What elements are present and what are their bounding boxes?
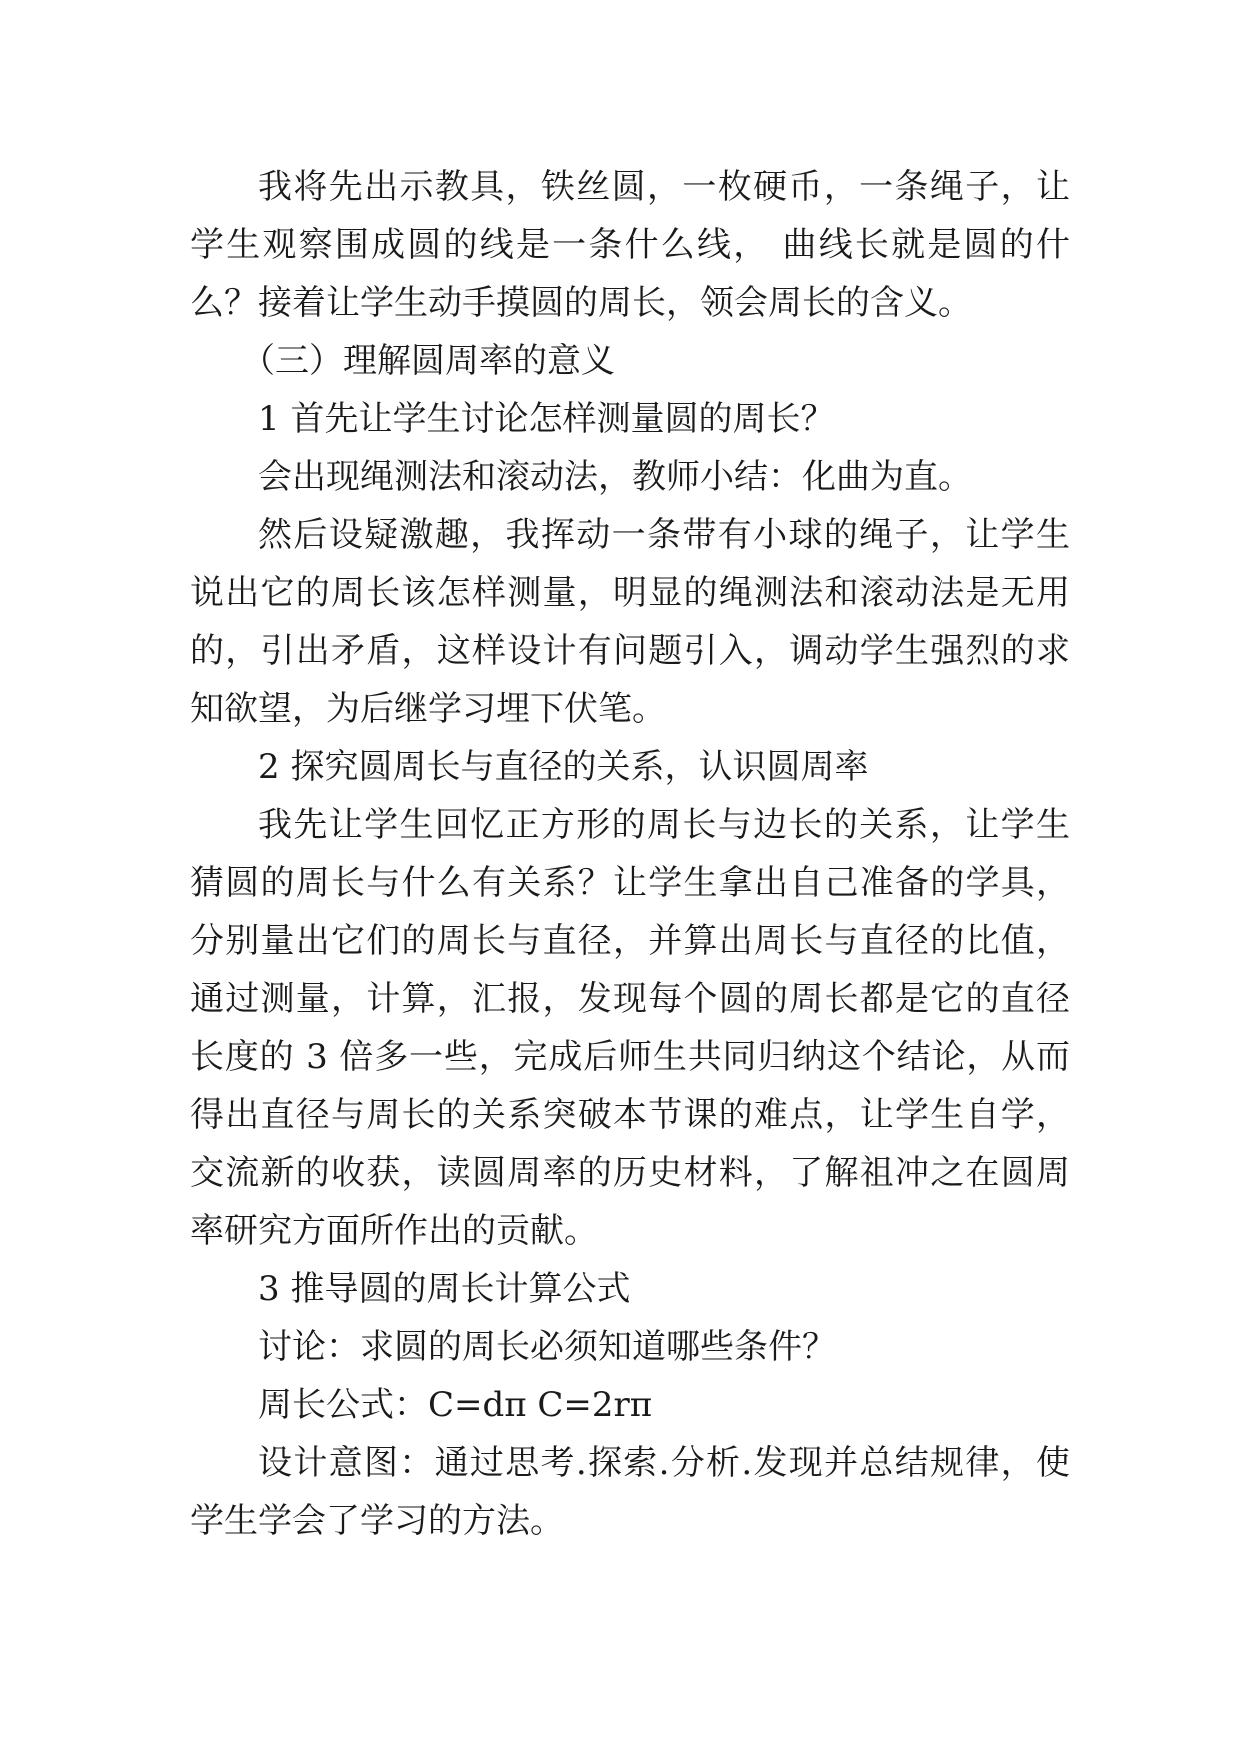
paragraph-circumference-diameter: 我先让学生回忆正方形的周长与边长的关系，让学生猜圆的周长与什么有关系？让学生拿出自己准备的学具，分别量出它们的周长与直径，并算出周长与直径的比值，通过测量，计算，汇报，发现每个圆的周长都是它的直径长度的 3 倍多一些，完成后师生共同归纳这个结论，从而得出直径与周长的关系突破本节课的难点，让学生自学，交流新的收获，读圆周率的历史材料，了解祖冲之在圆周率研究方面所作出的贡献。 [190, 805, 1070, 1251]
step-3-heading: 3 推导圆的周长计算公式 [258, 1269, 631, 1309]
paragraph-design-intent: 设计意图：通过思考.探索.分析.发现并总结规律，使学生学会了学习的方法。 [190, 1443, 1070, 1541]
paragraph-discussion: 讨论：求圆的周长必须知道哪些条件？ [258, 1327, 836, 1367]
section-heading-pi-meaning: （三）理解圆周率的意义 [241, 341, 615, 381]
step-1-heading: 1 首先让学生讨论怎样测量圆的周长？ [258, 399, 835, 439]
step-2-heading: 2 探究圆周长与直径的关系，认识圆周率 [258, 747, 869, 787]
paragraph-formula: 周长公式：C=dπ C=2rπ [258, 1385, 653, 1425]
document-body [190, 158, 1070, 1550]
paragraph-rope-ball: 然后设疑激趣，我挥动一条带有小球的绳子，让学生说出它的周长该怎样测量，明显的绳测法和滚动法是无用的，引出矛盾，这样设计有问题引入，调动学生强烈的求知欲望，为后继学习埋下伏笔。 [190, 515, 1070, 729]
paragraph-teaching-aids: 我将先出示教具，铁丝圆，一枚硬币，一条绳子，让学生观察围成圆的线是一条什么线， 曲线长就是圆的什么？接着让学生动手摸圆的周长，领会周长的含义。 [190, 167, 1070, 323]
paragraph-measure-methods: 会出现绳测法和滚动法，教师小结：化曲为直。 [258, 457, 972, 497]
